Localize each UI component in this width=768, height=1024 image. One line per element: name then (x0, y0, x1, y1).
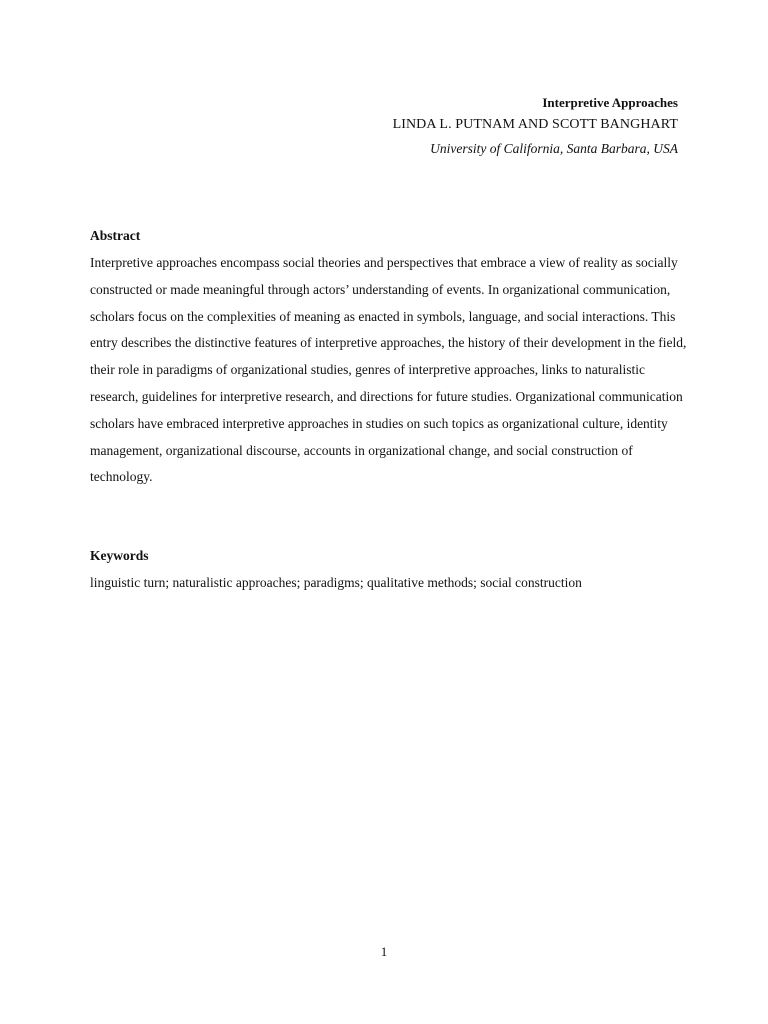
page-number: 1 (380, 944, 388, 959)
keywords-heading: Keywords (90, 548, 149, 563)
abstract-heading: Abstract (90, 228, 141, 243)
paper-authors: LINDA L. PUTNAM AND SCOTT BANGHART (392, 117, 678, 132)
author-affiliation: University of California, Santa Barbara, USA (430, 141, 678, 156)
keywords-text: linguistic turn; naturalistic approaches; paradigms; qualitative methods; social construction (90, 575, 582, 590)
abstract-section (90, 226, 690, 491)
abstract-text: Interpretive approaches encompass social theories and perspectives that embrace a view of reality as socially constructed or made meaningful through actors’ understanding of events. In organizational communication, scholars focus on the complexities of meaning as enacted in symbols, language, and social interactions. This entry describes the distinctive features of interpretive approaches, the history of their development in the field, their role in paradigms of organizational studies, genres of interpretive approaches, links to naturalistic research, guidelines for interpretive research, and directions for future studies. Organizational communication scholars have embraced interpretive approaches in studies on such topics as organizational culture, identity management, organizational discourse, accounts in organizational change, and social construction of technology. (90, 255, 687, 485)
title-block (118, 93, 678, 161)
paper-title: Interpretive Approaches (542, 95, 678, 110)
keywords-section (90, 546, 690, 596)
